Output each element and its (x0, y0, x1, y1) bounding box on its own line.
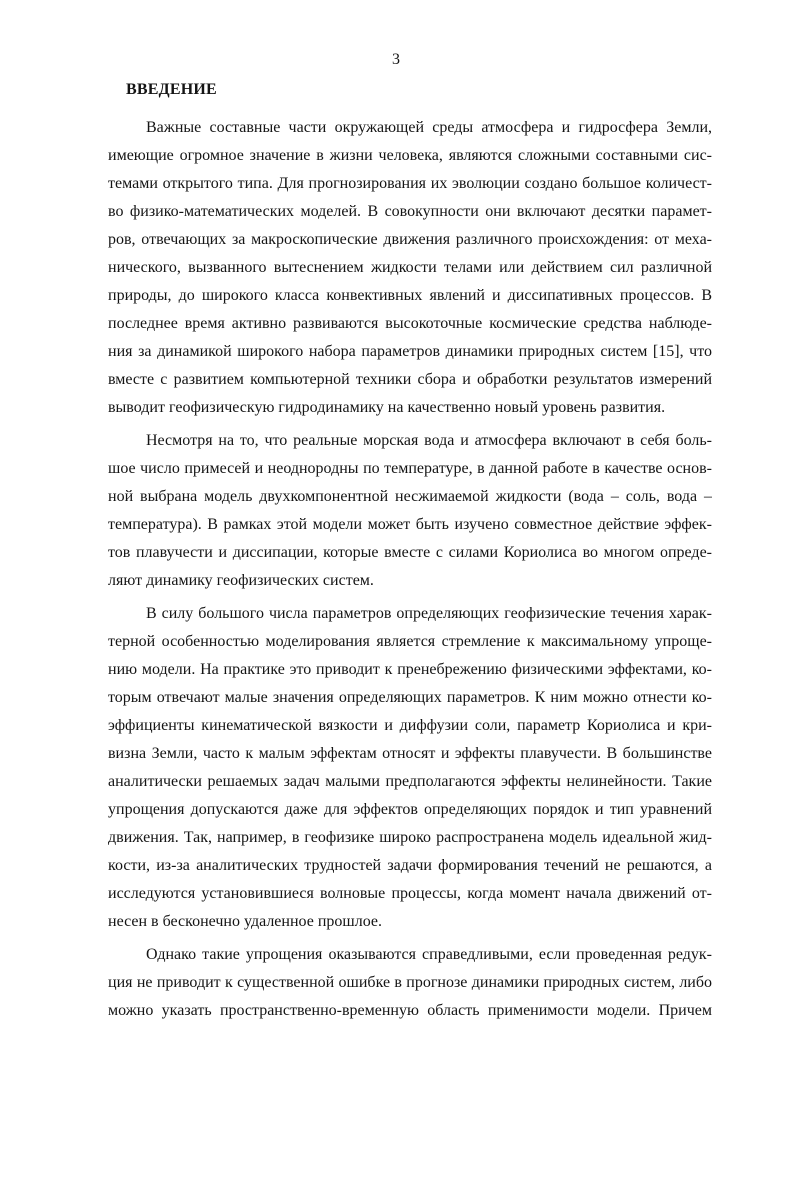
text-line: Однако такие упрощения оказываются справедливыми, если проведенная редук- (146, 946, 712, 963)
text-line: можно указать пространственно-временную область применимости модели. Причем (108, 1002, 712, 1019)
text-line: упрощения допускаются даже для эффектов определяющих порядок и тип уравнений (108, 801, 712, 818)
paragraph (108, 941, 712, 1025)
text-line: шое число примесей и неоднородны по температуре, в данной работе в качестве основ- (108, 460, 712, 477)
text-line: ния за динамикой широкого набора параметров динамики природных систем [15], что (108, 343, 712, 360)
text-line: кости, из-за аналитических трудностей задачи формирования течений не решаются, а (108, 857, 712, 874)
body-text (108, 114, 712, 1030)
text-line: вместе с развитием компьютерной техники сбора и обработки результатов измерений (108, 371, 712, 388)
text-line: аналитически решаемых задач малыми предполагаются эффекты нелинейности. Такие (108, 773, 712, 790)
text-line: выводит геофизическую гидродинамику на качественно новый уровень развития. (108, 399, 666, 416)
text-line: нию модели. На практике это приводит к пренебрежению физическими эффектами, ко- (108, 661, 712, 678)
text-line: исследуются установившиеся волновые процессы, когда момент начала движений от- (108, 885, 712, 902)
paragraph (108, 427, 712, 595)
text-line: Несмотря на то, что реальные морская вода и атмосфера включают в себя боль- (146, 432, 712, 449)
text-line: ров, отвечающих за макроскопические движения различного происхождения: от меха- (108, 231, 712, 248)
paragraph (108, 114, 712, 422)
text-line: ция не приводит к существенной ошибке в прогнозе динамики природных систем, либо (108, 974, 712, 991)
page-number: 3 (392, 51, 400, 68)
text-line: температура). В рамках этой модели может быть изучено совместное действие эффек- (108, 516, 712, 533)
text-line: нического, вызванного вытеснением жидкости телами или действием сил различной (108, 259, 712, 276)
text-line: визна Земли, часто к малым эффектам относят и эффекты плавучести. В большинстве (108, 745, 712, 762)
text-line: несен в бесконечно удаленное прошлое. (108, 913, 382, 930)
text-line: эффициенты кинематической вязкости и диффузии соли, параметр Кориолиса и кри- (108, 717, 712, 734)
text-line: последнее время активно развиваются высокоточные космические средства наблюде- (108, 315, 712, 332)
text-line: темами открытого типа. Для прогнозирования их эволюции создано большое количест- (108, 175, 712, 192)
text-line: природы, до широкого класса конвективных явлений и диссипативных процессов. В (108, 287, 712, 304)
text-line: торым отвечают малые значения определяющих параметров. К ним можно отнести ко- (108, 689, 712, 706)
text-line: во физико-математических моделей. В совокупности они включают десятки парамет- (108, 203, 712, 220)
text-line: тов плавучести и диссипации, которые вместе с силами Кориолиса во многом опреде- (108, 544, 712, 561)
text-line: движения. Так, например, в геофизике широко распространена модель идеальной жид- (108, 829, 712, 846)
text-line: ляют динамику геофизических систем. (108, 572, 374, 589)
section-heading: ВВЕДЕНИЕ (126, 81, 217, 98)
text-line: Важные составные части окружающей среды атмосфера и гидросфера Земли, (146, 119, 712, 136)
text-line: ной выбрана модель двухкомпонентной несжимаемой жидкости (вода – соль, вода – (108, 488, 712, 505)
text-line: терной особенностью моделирования является стремление к максимальному упроще- (108, 633, 712, 650)
text-line: имеющие огромное значение в жизни человека, являются сложными составными сис- (108, 147, 712, 164)
paragraph (108, 600, 712, 936)
text-line: В силу большого числа параметров определяющих геофизические течения харак- (146, 605, 712, 622)
